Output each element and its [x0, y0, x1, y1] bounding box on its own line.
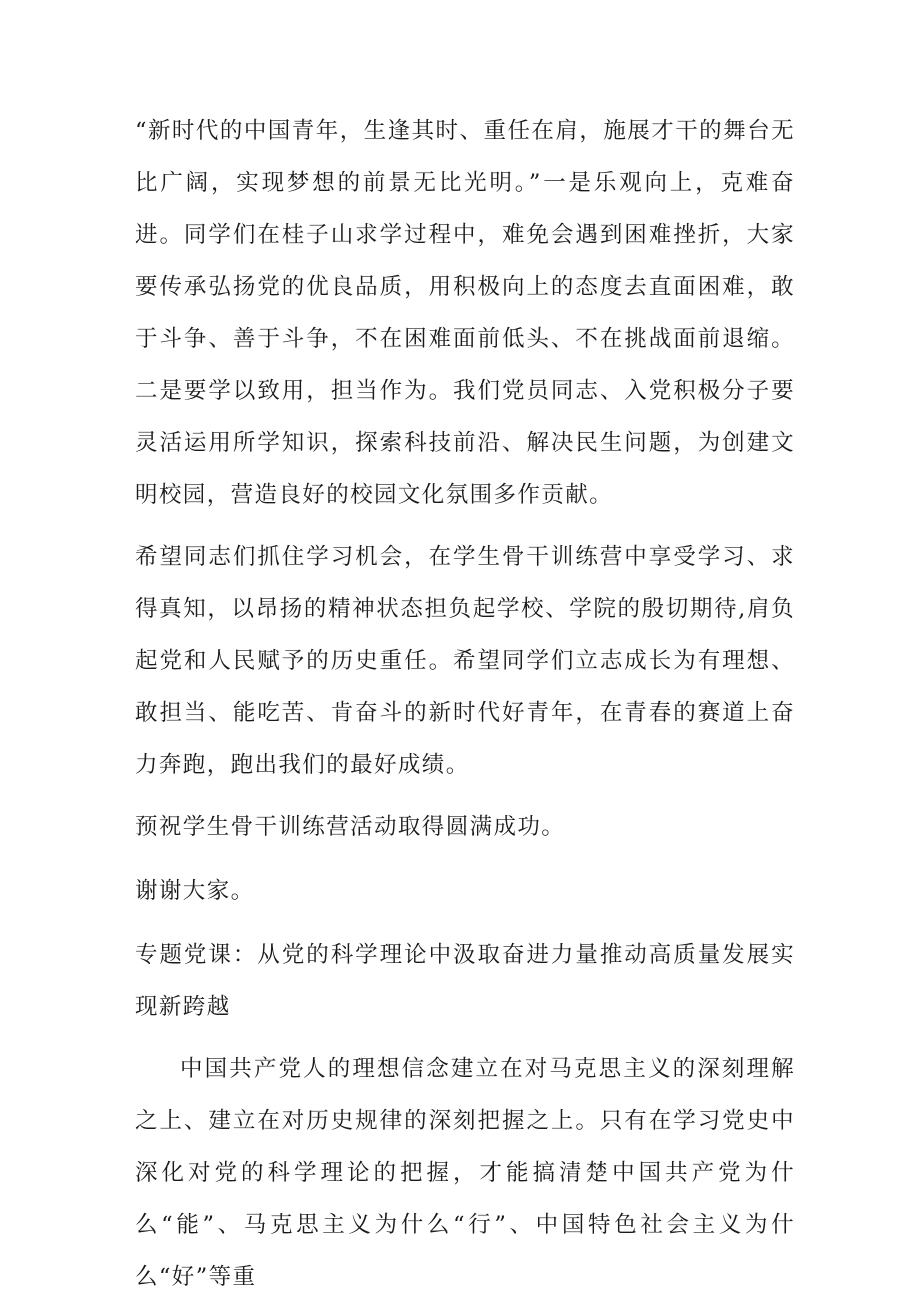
document-page: [135, 105, 795, 1303]
paragraph-theory-intro: 中国共产党人的理想信念建立在对马克思主义的深刻理解之上、建立在对历史规律的深刻把握之上。只有在学习党史中深化对党的科学理论的把握，才能搞清楚中国共产党为什么“能”、马克思主义为什么“行”、中国特色社会主义为什么“好”等重: [135, 1056, 795, 1290]
section-heading: 专题党课：从党的科学理论中汲取奋进力量推动高质量发展实现新跨越: [135, 942, 795, 1020]
paragraph-wishes: 预祝学生骨干训练营活动取得圆满成功。: [135, 814, 566, 840]
paragraph-youth-speech: “新时代的中国青年，生逢其时、重任在肩，施展才干的舞台无比广阔，实现梦想的前景无比光明。”一是乐观向上，克难奋进。同学们在桂子山求学过程中，难免会遇到困难挫折，大家要传承弘扬党的优良品质，用积极向上的态度去直面困难，敢于斗争、善于斗争，不在困难面前低头、不在挑战面前退缩。二是要学以致用，担当作为。我们党员同志、入党积极分子要灵活运用所学知识，探索科技前沿、解决民生问题，为创建文明校园，营造良好的校园文化氛围多作贡献。: [135, 118, 795, 508]
paragraph-thanks: 谢谢大家。: [135, 878, 255, 904]
paragraph-hopes: 希望同志们抓住学习机会，在学生骨干训练营中享受学习、求得真知，以昂扬的精神状态担负起学校、学院的殷切期待,肩负起党和人民赋予的历史重任。希望同学们立志成长为有理想、敢担当、能吃苦、肯奋斗的新时代好青年，在青春的赛道上奋力奔跑，跑出我们的最好成绩。: [135, 544, 795, 778]
